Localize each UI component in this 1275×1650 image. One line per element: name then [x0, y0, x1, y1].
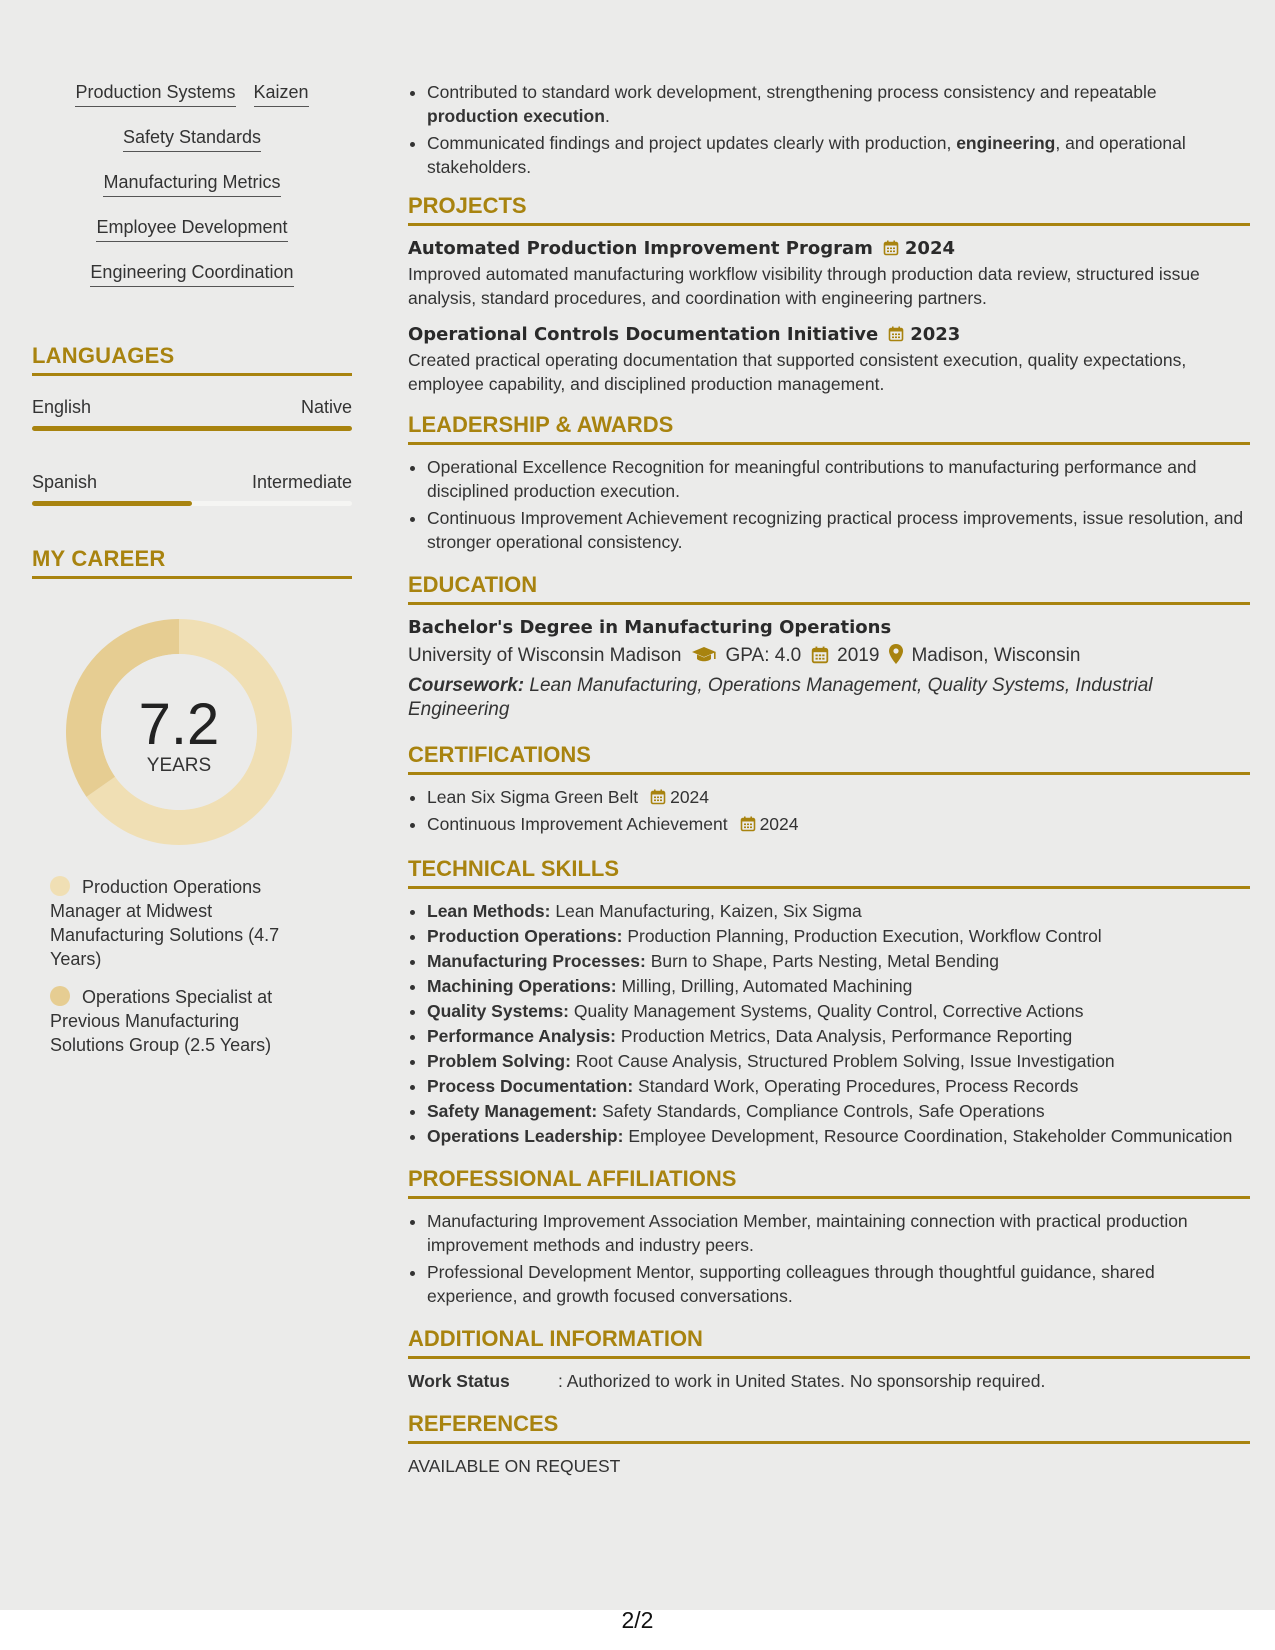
list-item: • Communicated findings and project updates clearly with production, engineering, and operational stakeholders.	[427, 131, 1250, 179]
education-heading: EDUCATION	[408, 572, 1250, 605]
gpa: GPA: 4.0	[725, 645, 802, 666]
language-bar-fill	[32, 426, 352, 431]
language-bar	[32, 426, 352, 431]
certifications-heading: CERTIFICATIONS	[408, 742, 1250, 775]
language-bar	[32, 501, 352, 506]
project-year: 2023	[910, 324, 961, 345]
legend-dot	[50, 986, 70, 1006]
skill-tag: Engineering Coordination	[90, 260, 293, 287]
language-name: English	[32, 397, 92, 417]
certifications-list	[408, 785, 1250, 836]
skill-tag: Safety Standards	[123, 125, 261, 152]
references-heading: REFERENCES	[408, 1411, 1250, 1444]
skill-row	[32, 260, 352, 305]
calendar-icon	[888, 324, 904, 340]
right-column	[408, 80, 1250, 1490]
career-label: Operations Specialist at Previous Manufacturing Solutions Group (2.5 Years)	[50, 987, 273, 1055]
technical-skill-item: • Machining Operations: Milling, Drilling, Automated Machining	[427, 974, 1250, 998]
skill-row	[32, 80, 352, 125]
education-entry	[408, 615, 1250, 722]
page-number: 2/2	[621, 1607, 654, 1633]
list-item: • Manufacturing Improvement Association Member, maintaining connection with practical production improvement methods and industry peers.	[427, 1209, 1250, 1257]
career-legend	[32, 875, 352, 1057]
skill-tags	[32, 80, 352, 305]
work-status-label: Work Status	[408, 1371, 510, 1391]
technical-skill-item: • Performance Analysis: Production Metrics, Data Analysis, Performance Reporting	[427, 1024, 1250, 1048]
list-item: • Contributed to standard work development, strengthening process consistency and repeatable production execution.	[427, 80, 1250, 128]
technical-heading: TECHNICAL SKILLS	[408, 856, 1250, 889]
leadership-list	[408, 455, 1250, 554]
language-row	[32, 471, 352, 493]
certification-year: 2024	[670, 787, 710, 807]
map-pin-icon	[889, 644, 903, 674]
career-item	[50, 875, 300, 971]
references-value: AVAILABLE ON REQUEST	[408, 1456, 621, 1476]
technical-skill-item: • Operations Leadership: Employee Development, Resource Coordination, Stakeholder Communication	[427, 1124, 1250, 1148]
skill-tag: Manufacturing Metrics	[103, 170, 280, 197]
degree-title: Bachelor's Degree in Manufacturing Operations	[408, 617, 892, 638]
career-total: 7.2	[138, 692, 220, 757]
language-level: Native	[300, 397, 352, 417]
career-label: Production Operations Manager at Midwest Manufacturing Solutions (4.7 Years)	[50, 877, 280, 969]
school-name: University of Wisconsin Madison	[408, 645, 682, 666]
language-name: Spanish	[32, 472, 98, 492]
left-column	[32, 80, 352, 1071]
project-description: Created practical operating documentation that supported consistent execution, quality expectations, employee capability, and disciplined production management.	[408, 350, 1187, 394]
technical-skill-item: • Lean Methods: Lean Manufacturing, Kaizen, Six Sigma	[427, 899, 1250, 923]
career-heading: MY CAREER	[32, 546, 352, 579]
list-item: • Continuous Improvement Achievement recognizing practical process improvements, issue resolution, and stronger operational consistency.	[427, 506, 1250, 554]
leadership-heading: LEADERSHIP & AWARDS	[408, 412, 1250, 445]
language-level: Intermediate	[251, 472, 352, 492]
work-status	[408, 1369, 1250, 1393]
projects-list	[408, 236, 1250, 396]
list-item: • Operational Excellence Recognition for meaningful contributions to manufacturing performance and disciplined production execution.	[427, 455, 1250, 503]
languages-list	[32, 396, 352, 506]
graduation-cap-icon	[691, 644, 717, 674]
skill-row	[32, 215, 352, 260]
certification-item: • Continuous Improvement Achievement 2024	[427, 812, 1250, 836]
career-item	[50, 985, 300, 1057]
skill-row	[32, 170, 352, 215]
affiliations-heading: PROFESSIONAL AFFILIATIONS	[408, 1166, 1250, 1199]
work-status-value: : Authorized to work in United States. No sponsorship required.	[558, 1371, 1046, 1391]
calendar-icon	[740, 814, 756, 830]
affiliations-list	[408, 1209, 1250, 1308]
technical-skill-item: • Production Operations: Production Planning, Production Execution, Workflow Control	[427, 924, 1250, 948]
technical-skill-item: • Safety Management: Safety Standards, Compliance Controls, Safe Operations	[427, 1099, 1250, 1123]
project-description: Improved automated manufacturing workflow visibility through production data review, structured issue analysis, standard procedures, and coordination with engineering partners.	[408, 264, 1200, 308]
experience-bullets	[408, 80, 1250, 179]
legend-dot	[50, 876, 70, 896]
certification-year: 2024	[759, 814, 799, 834]
technical-skill-item: • Quality Systems: Quality Management Systems, Quality Control, Corrective Actions	[427, 999, 1250, 1023]
project-title: Automated Production Improvement Program 2024	[408, 238, 955, 259]
page-footer	[0, 1607, 1275, 1650]
career-unit: YEARS	[146, 755, 212, 776]
technical-skill-item: • Process Documentation: Standard Work, Operating Procedures, Process Records	[427, 1074, 1250, 1098]
skill-tag: Kaizen	[254, 80, 309, 107]
projects-heading: PROJECTS	[408, 193, 1250, 226]
project-title: Operational Controls Documentation Initiative 2023	[408, 324, 961, 345]
career-donut	[66, 619, 292, 845]
language-bar-fill	[32, 501, 192, 506]
project-year: 2024	[904, 238, 955, 259]
technical-skills-list	[408, 899, 1250, 1148]
school-location: Madison, Wisconsin	[911, 645, 1081, 666]
skill-tag: Production Systems	[75, 80, 235, 107]
additional-heading: ADDITIONAL INFORMATION	[408, 1326, 1250, 1359]
technical-skill-item: • Problem Solving: Root Cause Analysis, Structured Problem Solving, Issue Investigation	[427, 1049, 1250, 1073]
coursework: Coursework: Lean Manufacturing, Operations Management, Quality Systems, Industrial Engineering	[408, 675, 1153, 720]
list-item: • Professional Development Mentor, supporting colleagues through thoughtful guidance, shared experience, and growth focused conversations.	[427, 1260, 1250, 1308]
technical-skill-item: • Manufacturing Processes: Burn to Shape, Parts Nesting, Metal Bending	[427, 949, 1250, 973]
skill-tag: Employee Development	[96, 215, 287, 242]
language-row	[32, 396, 352, 418]
calendar-icon	[883, 238, 899, 254]
languages-heading: LANGUAGES	[32, 343, 352, 376]
skill-row	[32, 125, 352, 170]
calendar-icon	[811, 644, 829, 674]
certification-item: • Lean Six Sigma Green Belt 2024	[427, 785, 1250, 809]
graduation-year: 2019	[837, 645, 880, 666]
calendar-icon	[650, 787, 666, 803]
